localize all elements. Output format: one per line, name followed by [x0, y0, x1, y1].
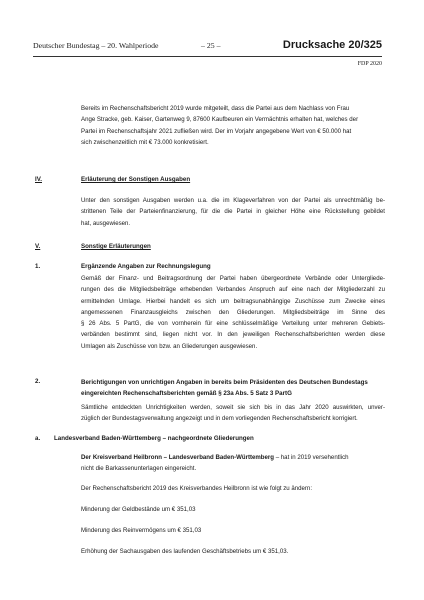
- paragraph-line: rungen des die Mitgliedsbeiträge erhebenden Verbandes Anspruch auf eine nach der Mitgliederzahl zu: [81, 286, 385, 294]
- paragraph-line: § 26 Abs. 5 PartG, die von vornherein für eine schlüsselmäßige Verteilung unter mehreren Gebiets-: [81, 320, 385, 328]
- paragraph-line: Unter den sonstigen Ausgaben werden u.a. die im Klageverfahren von der Partei als unrechtmäßig be-: [81, 197, 385, 204]
- paragraph-line: Gemäß der Finanz- und Beitragsordnung der Partei haben übergeordnete Verbände oder Untergliede-: [81, 275, 385, 282]
- change-item: Minderung des Reinvermögens um € 351,03: [81, 527, 202, 534]
- paragraph-line: Der Rechenschaftsbericht 2019 des Kreisverbandes Heilbronn ist wie folgt zu ändern:: [81, 485, 313, 492]
- intro-line: Bereits im Rechenschaftsbericht 2019 wurde mitgeteilt, dass die Partei aus dem Nachlass von Frau: [81, 105, 350, 112]
- header-rule: [33, 56, 382, 57]
- change-item: Erhöhung der Sachausgaben des laufenden Geschäftsbetriebs um € 351,03.: [81, 548, 289, 555]
- section-iv-paragraph: [81, 195, 385, 229]
- section-title: Erläuterung der Sonstigen Ausgaben: [81, 176, 191, 183]
- intro-line: Ange Stracke, geb. Kaiser, Gartenweg 9, 87600 Kaufbeuren ein Vermächtnis erhalten hat, welches der: [81, 116, 359, 124]
- header-parliament: Deutscher Bundestag – 20. Wahlperiode: [33, 41, 159, 50]
- section-number: IV.: [35, 176, 42, 183]
- change-item: Minderung der Geldbestände um € 351,03: [81, 506, 196, 513]
- paragraph-line: Umlagen als Zuschüsse von bzw. an Gliederungen ausgewiesen.: [81, 342, 258, 350]
- item-title-line: Berichtigungen von unrichtigen Angaben in bereits beim Präsidenten des Deutschen Bundestags: [81, 379, 368, 386]
- page-header: [33, 40, 382, 52]
- paragraph-line: Sämtliche entdeckten Unrichtigkeiten werden, soweit sie sich bis in das Jahr 2020 auswirkten, unver-: [81, 404, 385, 411]
- change-list: [81, 504, 385, 557]
- section-iv-heading: [35, 176, 335, 185]
- party-year-label: FDP 2020: [357, 61, 382, 67]
- item-a-heading: [35, 435, 365, 444]
- item-title: Landesverband Baden-Württemberg – nachgeordnete Gliederungen: [54, 435, 254, 442]
- page-number: – 25 –: [201, 41, 221, 50]
- section-title: Sonstige Erläuterungen: [81, 243, 151, 250]
- item-number: 2.: [35, 378, 41, 385]
- item-2-heading: [35, 378, 385, 400]
- intro-paragraph: [81, 103, 381, 148]
- item-a-instruction: [81, 483, 385, 494]
- intro-line: sich zwischenzeitlich mit € 73.000 konkretisiert.: [81, 138, 209, 146]
- paragraph-line: nicht die Barkassenunterlagen eingereicht.: [81, 465, 197, 473]
- kreisverband-name: Der Kreisverband Heilbronn – Landesverband Baden-Württemberg: [81, 454, 275, 461]
- item-title: [81, 378, 368, 399]
- paragraph-line: angemessenen Finanzausgleichs zwischen den Gliederungen. Mitgliedsbeiträge im Sinne des: [81, 308, 385, 316]
- item-title-line: eingereichten Rechenschaftsberichten gemäß § 23a Abs. 5 Satz 3 PartG: [81, 389, 292, 397]
- intro-line: Partei im Rechenschaftsjahr 2021 zufließen wird. Der im Vorjahr angegebene Wert von € 50.000 hat: [81, 127, 352, 135]
- paragraph-line-rest: – hat in 2019 versehentlich: [274, 454, 349, 461]
- item-letter: a.: [35, 435, 41, 442]
- item-number: 1.: [35, 263, 41, 270]
- item-1-paragraph: [81, 273, 385, 352]
- section-v-heading: [35, 243, 335, 252]
- paragraph-line: züglich der Bundestagsverwaltung angezeigt und in dem vorliegenden Rechenschaftsbericht korrigiert.: [81, 415, 358, 423]
- paragraph-line: verbänden bestimmt sind, liegen nicht vor. In den jeweiligen Rechenschaftsberichten werden diese: [81, 331, 385, 339]
- document-number: Drucksache 20/325: [282, 39, 382, 51]
- section-number: V.: [35, 243, 41, 250]
- paragraph-line: hat, ausgewiesen.: [81, 219, 131, 227]
- paragraph-line: [81, 452, 385, 463]
- item-title: Ergänzende Angaben zur Rechnungslegung: [81, 263, 211, 270]
- paragraph-line: strittenen Teile der Parteienfinanzierung, für die die Partei in gleicher Höhe eine Rückstellung gebildet: [81, 208, 385, 216]
- item-a-paragraph: [81, 452, 385, 475]
- item-1-heading: [35, 263, 335, 272]
- item-2-paragraph: [81, 402, 385, 425]
- paragraph-line: ermittelnden Umlage. Hierbei handelt es sich um beitragsunabhängige Zuschüsse zum Zwecke eines: [81, 297, 385, 305]
